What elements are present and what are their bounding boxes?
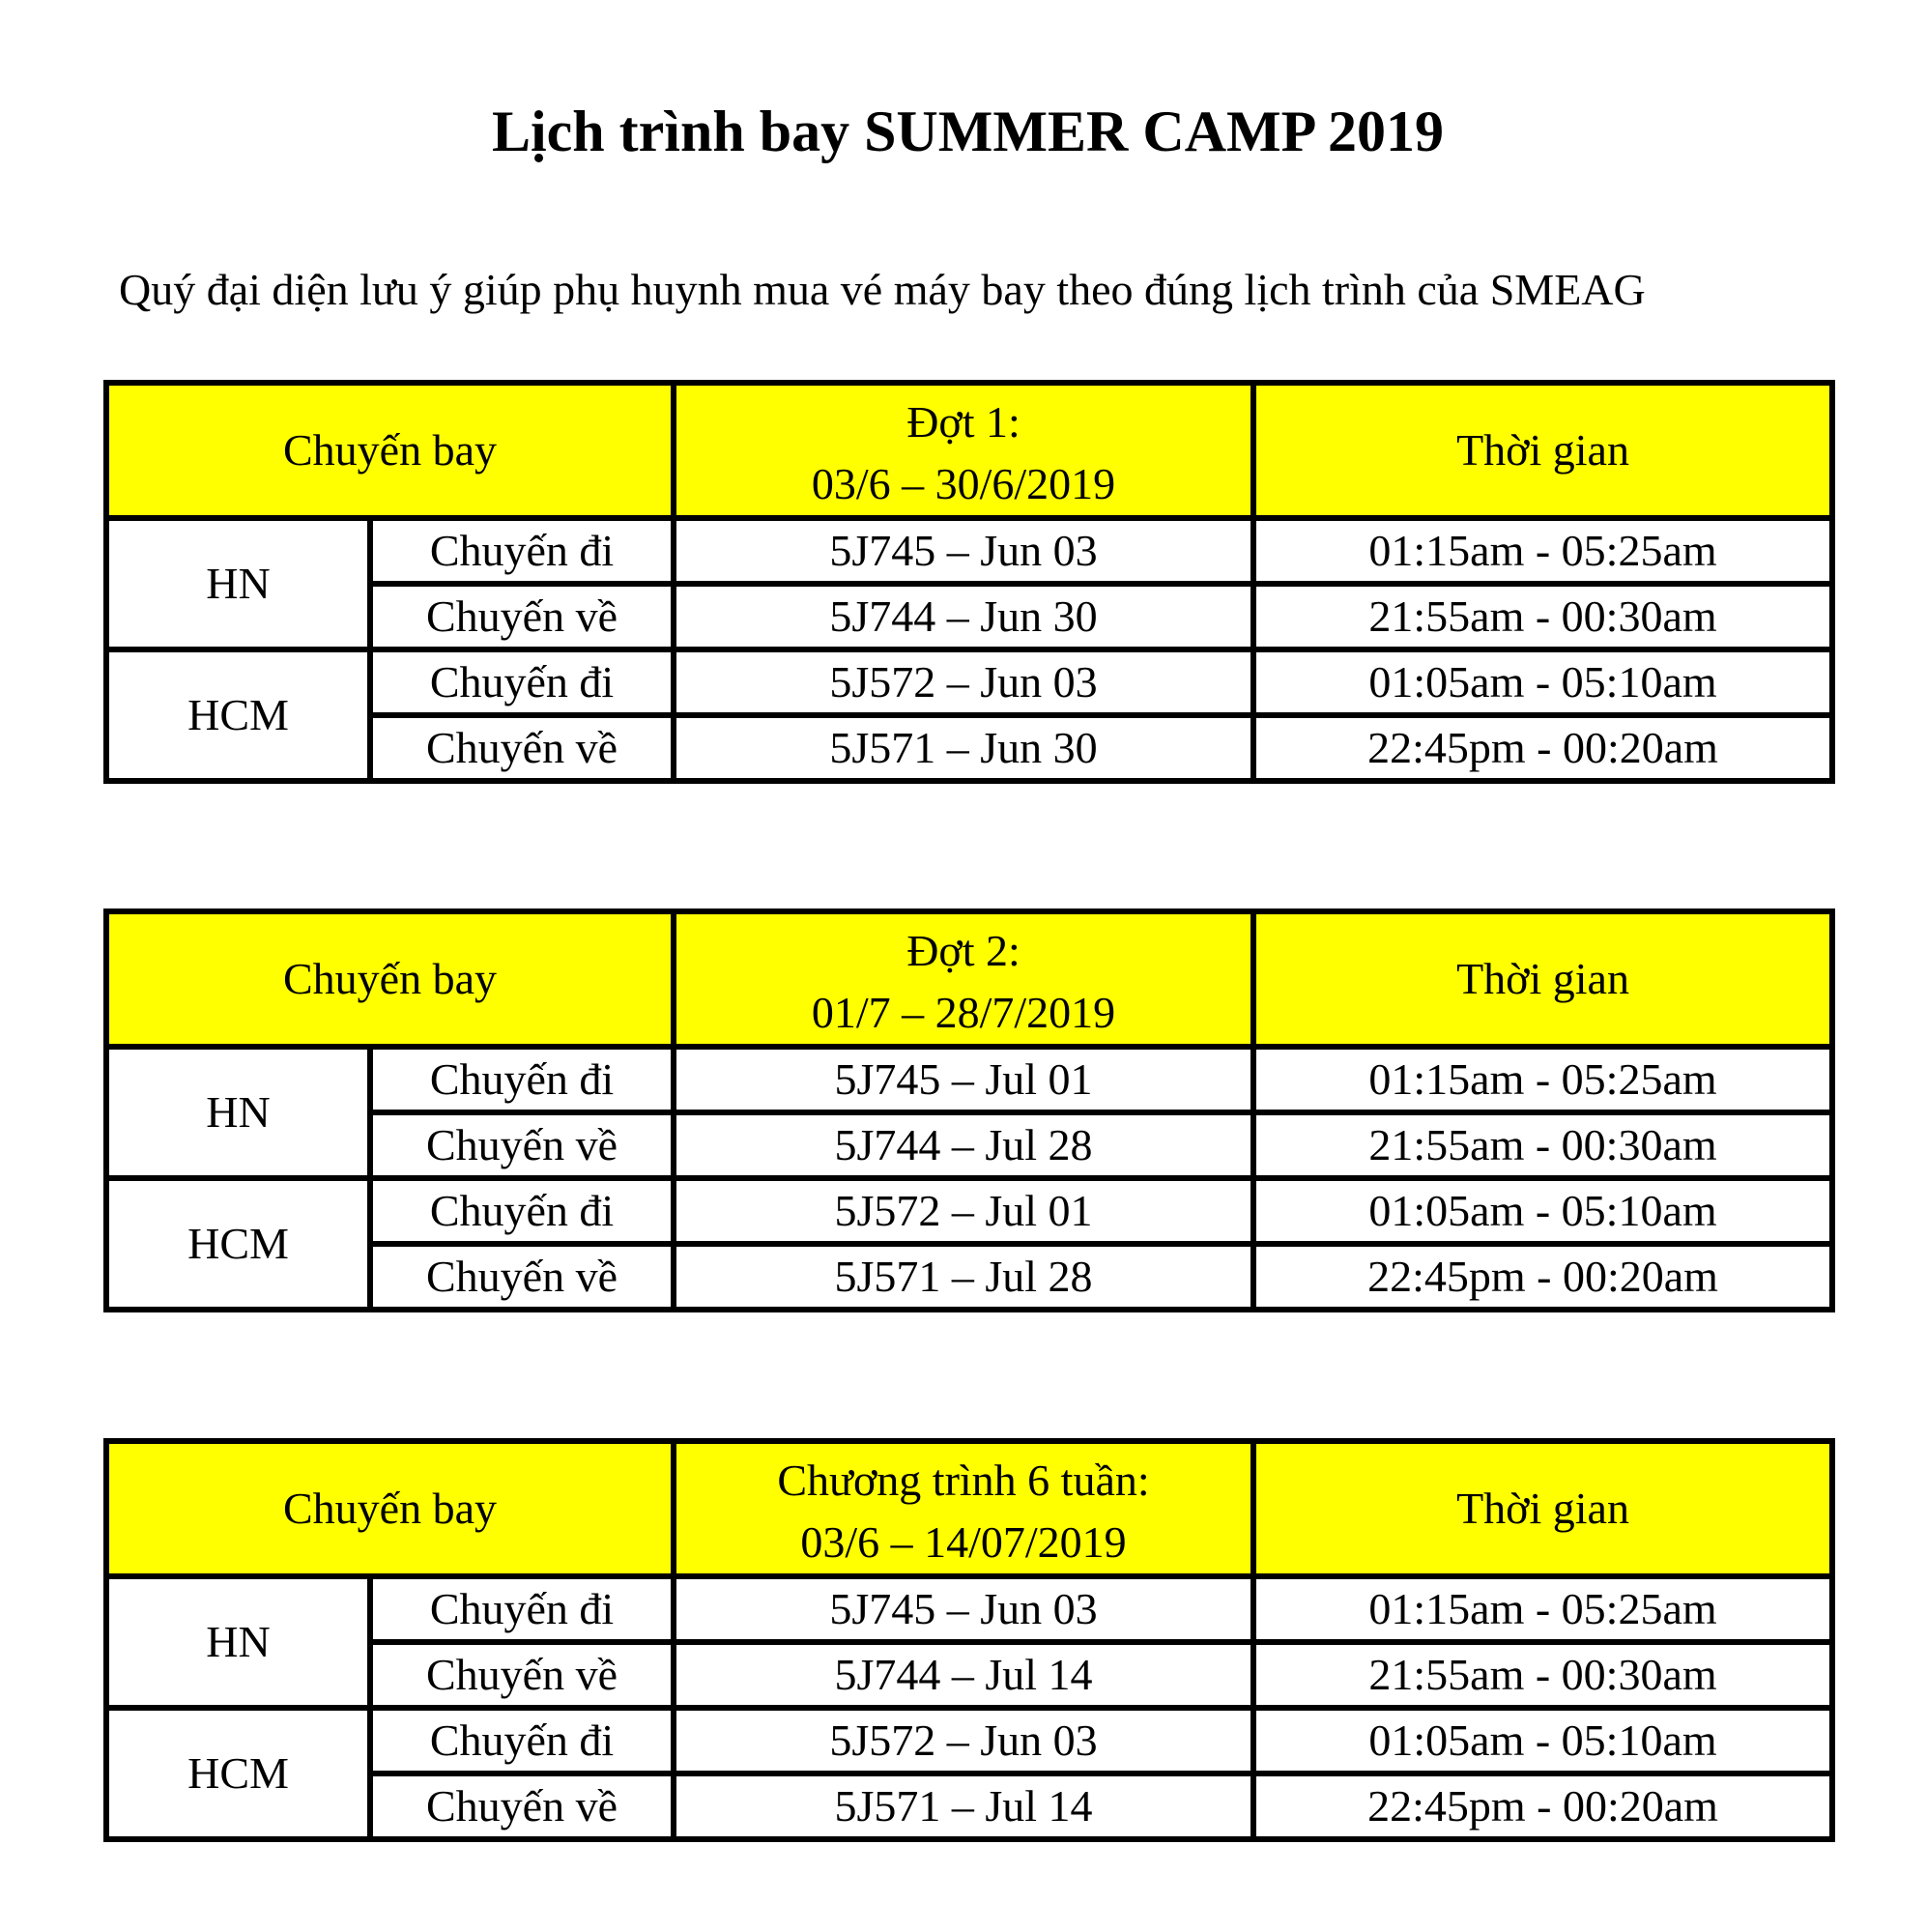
flight-time-cell: 21:55am - 00:30am <box>1253 1642 1832 1708</box>
flight-schedule-table <box>103 380 1835 784</box>
city-cell: HN <box>106 1047 370 1178</box>
flight-time-cell: 22:45pm - 00:20am <box>1253 1244 1832 1310</box>
trip-type-cell: Chuyến về <box>370 1112 674 1178</box>
header-period-name: Đợt 2: <box>906 926 1020 975</box>
flight-time-cell: 01:05am - 05:10am <box>1253 1708 1832 1773</box>
flight-number-cell: 5J744 – Jun 30 <box>674 584 1253 649</box>
table-row <box>106 649 1832 715</box>
header-flight-label: Chuyến bay <box>106 1441 674 1576</box>
trip-type-cell: Chuyến về <box>370 1642 674 1708</box>
table-row <box>106 1708 1832 1773</box>
trip-type-cell: Chuyến đi <box>370 518 674 584</box>
trip-type-cell: Chuyến về <box>370 584 674 649</box>
header-time-label: Thời gian <box>1253 383 1832 518</box>
flight-schedule-table <box>103 1438 1835 1842</box>
flight-number-cell: 5J571 – Jul 28 <box>674 1244 1253 1310</box>
table-header-row <box>106 911 1832 1047</box>
header-flight-label: Chuyến bay <box>106 911 674 1047</box>
flight-number-cell: 5J745 – Jul 01 <box>674 1047 1253 1112</box>
table-row <box>106 518 1832 584</box>
flight-number-cell: 5J572 – Jul 01 <box>674 1178 1253 1244</box>
header-period <box>674 1441 1253 1576</box>
trip-type-cell: Chuyến đi <box>370 1708 674 1773</box>
flight-number-cell: 5J572 – Jun 03 <box>674 1708 1253 1773</box>
table-row <box>106 1047 1832 1112</box>
flight-time-cell: 01:05am - 05:10am <box>1253 649 1832 715</box>
trip-type-cell: Chuyến đi <box>370 649 674 715</box>
header-time-label: Thời gian <box>1253 1441 1832 1576</box>
flight-number-cell: 5J745 – Jun 03 <box>674 1576 1253 1642</box>
table-row <box>106 1576 1832 1642</box>
header-period-name: Chương trình 6 tuần: <box>777 1456 1150 1505</box>
header-period-dates: 03/6 – 30/6/2019 <box>811 459 1116 508</box>
flight-time-cell: 21:55am - 00:30am <box>1253 1112 1832 1178</box>
table-header-row <box>106 1441 1832 1576</box>
trip-type-cell: Chuyến về <box>370 1244 674 1310</box>
city-cell: HCM <box>106 649 370 781</box>
header-period-dates: 01/7 – 28/7/2019 <box>811 988 1116 1037</box>
page-title: Lịch trình bay SUMMER CAMP 2019 <box>491 100 1445 163</box>
header-period <box>674 383 1253 518</box>
table-row <box>106 1178 1832 1244</box>
city-cell: HN <box>106 518 370 649</box>
flight-number-cell: 5J744 – Jul 28 <box>674 1112 1253 1178</box>
flight-time-cell: 01:05am - 05:10am <box>1253 1178 1832 1244</box>
city-cell: HN <box>106 1576 370 1708</box>
flight-number-cell: 5J572 – Jun 03 <box>674 649 1253 715</box>
city-cell: HCM <box>106 1708 370 1839</box>
trip-type-cell: Chuyến đi <box>370 1047 674 1112</box>
header-period <box>674 911 1253 1047</box>
header-period-dates: 03/6 – 14/07/2019 <box>800 1517 1127 1567</box>
flight-time-cell: 01:15am - 05:25am <box>1253 518 1832 584</box>
flight-time-cell: 01:15am - 05:25am <box>1253 1047 1832 1112</box>
flight-schedule-table <box>103 908 1835 1312</box>
flight-number-cell: 5J571 – Jun 30 <box>674 715 1253 781</box>
trip-type-cell: Chuyến đi <box>370 1576 674 1642</box>
flight-number-cell: 5J745 – Jun 03 <box>674 518 1253 584</box>
flight-time-cell: 22:45pm - 00:20am <box>1253 715 1832 781</box>
trip-type-cell: Chuyến về <box>370 1773 674 1839</box>
table-header-row <box>106 383 1832 518</box>
flight-number-cell: 5J744 – Jul 14 <box>674 1642 1253 1708</box>
trip-type-cell: Chuyến đi <box>370 1178 674 1244</box>
flight-time-cell: 21:55am - 00:30am <box>1253 584 1832 649</box>
header-time-label: Thời gian <box>1253 911 1832 1047</box>
city-cell: HCM <box>106 1178 370 1310</box>
flight-number-cell: 5J571 – Jul 14 <box>674 1773 1253 1839</box>
trip-type-cell: Chuyến về <box>370 715 674 781</box>
header-period-name: Đợt 1: <box>906 397 1020 447</box>
page-subtitle: Quý đại diện lưu ý giúp phụ huynh mua vé máy bay theo đúng lịch trình của SMEAG <box>119 265 1646 314</box>
header-flight-label: Chuyến bay <box>106 383 674 518</box>
flight-time-cell: 01:15am - 05:25am <box>1253 1576 1832 1642</box>
flight-time-cell: 22:45pm - 00:20am <box>1253 1773 1832 1839</box>
